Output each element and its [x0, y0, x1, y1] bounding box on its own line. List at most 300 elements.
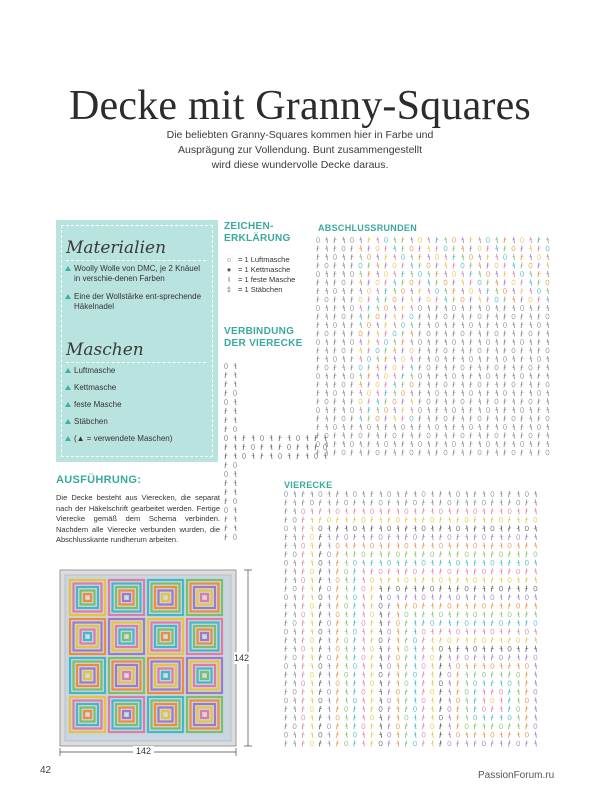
stitch-mark	[388, 595, 391, 600]
stitch-mark	[439, 663, 442, 669]
stitch-mark	[500, 508, 503, 514]
stitch-mark	[370, 543, 373, 548]
stitch-mark	[302, 568, 305, 574]
stitch-mark	[517, 732, 520, 738]
stitch-mark	[252, 453, 255, 459]
stitch-mark	[512, 339, 515, 345]
stitch-mark	[546, 441, 549, 447]
stitch-mark	[444, 399, 447, 405]
stitch-mark	[482, 723, 485, 729]
stitch-mark	[362, 689, 365, 694]
stitch-mark	[367, 255, 370, 260]
stitch-mark	[359, 450, 362, 456]
stitch-mark	[503, 323, 506, 328]
stitch-mark	[376, 263, 379, 269]
stitch-mark	[487, 416, 490, 422]
stitch-mark	[336, 603, 339, 609]
stitch-mark	[379, 672, 382, 677]
stitch-mark	[414, 629, 417, 635]
stitch-mark	[414, 543, 417, 549]
stitch-mark	[461, 390, 464, 396]
stitch-mark	[504, 339, 507, 345]
stitch-mark	[351, 365, 354, 371]
stitch-mark	[370, 612, 373, 617]
stitch-mark	[439, 715, 442, 720]
stitch-mark	[293, 637, 296, 643]
stitch-mark	[474, 646, 477, 651]
stitch-mark	[457, 577, 460, 583]
stitch-mark	[310, 663, 313, 669]
stitch-mark	[521, 280, 524, 286]
stitch-mark	[242, 454, 245, 459]
stitch-mark	[234, 525, 237, 531]
stitch-mark	[457, 500, 460, 506]
stitch-mark	[362, 525, 365, 531]
stitch-mark	[444, 288, 447, 294]
stitch-mark	[525, 526, 528, 531]
stitch-mark	[439, 637, 442, 643]
stitch-mark	[525, 492, 528, 497]
stitch-mark	[478, 288, 481, 294]
stitch-mark	[405, 491, 408, 497]
stitch-mark	[362, 672, 365, 678]
stitch-mark	[302, 663, 305, 669]
stitch-mark	[336, 500, 339, 506]
stitch-mark	[495, 271, 498, 277]
stitch-mark	[500, 740, 503, 746]
stitch-mark	[534, 568, 537, 574]
stitch-mark	[388, 680, 391, 686]
stitch-mark	[388, 492, 391, 497]
stitch-item: feste Masche	[64, 400, 206, 410]
stitch-mark	[504, 407, 507, 413]
stitch-mark	[538, 416, 541, 422]
stitch-mark	[436, 348, 439, 354]
stitch-mark	[414, 586, 417, 592]
stitch-mark	[376, 322, 379, 328]
stitch-mark	[385, 280, 388, 286]
stitch-mark	[359, 356, 362, 362]
stitch-mark	[436, 382, 439, 388]
stitch-mark	[435, 425, 438, 430]
stitch-mark	[419, 356, 422, 362]
stitch-mark	[427, 399, 430, 404]
stitch-mark	[302, 646, 305, 651]
stitch-mark	[491, 595, 494, 600]
stitch-mark	[393, 246, 396, 252]
stitch-mark	[293, 603, 296, 609]
stitch-mark	[243, 435, 246, 441]
stitch-mark	[469, 425, 472, 430]
stitch-mark	[393, 271, 396, 277]
stitch-mark	[500, 577, 503, 583]
stitch-mark	[431, 500, 434, 506]
stitch-mark	[327, 586, 330, 591]
stitch-mark	[379, 629, 382, 635]
stitch-mark	[401, 357, 404, 362]
stitch-mark	[396, 594, 399, 600]
stitch-mark	[439, 578, 442, 583]
stitch-mark	[508, 740, 511, 746]
stitch-mark	[512, 246, 515, 251]
stitch-mark	[465, 672, 468, 678]
stitch-mark	[376, 441, 379, 447]
stitch-mark	[342, 322, 345, 328]
stitch-mark	[353, 526, 356, 531]
stitch-mark	[465, 697, 468, 703]
stitch-mark	[297, 453, 300, 459]
stitch-mark	[405, 525, 408, 531]
stitch-mark	[478, 339, 481, 345]
stitch-mark	[333, 255, 336, 260]
stitch-mark	[350, 272, 353, 277]
stitch-mark	[388, 629, 391, 634]
stitch-mark	[384, 306, 387, 311]
stitch-mark	[508, 706, 511, 712]
stitch-mark	[546, 450, 549, 455]
stitch-mark	[388, 732, 391, 737]
stitch-mark	[521, 356, 524, 362]
stitch-mark	[495, 263, 498, 268]
stitch-mark	[478, 365, 481, 371]
stitch-mark	[478, 382, 481, 387]
stitch-mark	[371, 620, 374, 626]
stitch-mark	[469, 255, 472, 260]
stitch-mark	[414, 732, 417, 738]
stitch-mark	[465, 491, 468, 497]
stitch-mark	[385, 297, 388, 303]
stitch-mark	[546, 271, 549, 277]
stitch-mark	[431, 517, 434, 522]
stitch-mark	[284, 492, 287, 497]
stitch-mark	[405, 629, 408, 635]
stitch-mark	[482, 663, 485, 669]
stitch-mark	[310, 654, 313, 660]
stitch-mark	[342, 407, 345, 413]
stitch-mark	[452, 442, 455, 447]
stitch-mark	[233, 463, 236, 468]
stitch-mark	[474, 620, 477, 626]
stitch-mark	[521, 246, 524, 252]
stitch-mark	[495, 305, 498, 311]
stitch-mark	[500, 706, 503, 712]
stitch-mark	[293, 517, 296, 522]
stitch-mark	[285, 723, 288, 729]
stitch-mark	[336, 629, 339, 635]
stitch-mark	[319, 732, 322, 737]
stitch-mark	[474, 697, 477, 703]
stitch-mark	[317, 246, 320, 252]
stitch-mark	[474, 551, 477, 557]
stitch-mark	[284, 664, 287, 669]
stitch-mark	[405, 586, 408, 592]
stitch-mark	[376, 450, 379, 455]
stitch-mark	[345, 586, 348, 592]
stitch-mark	[287, 445, 290, 450]
stitch-mark	[396, 732, 399, 738]
stitch-mark	[353, 560, 356, 565]
stitch-mark	[546, 433, 549, 439]
stitch-mark	[457, 637, 460, 643]
stitch-mark	[388, 740, 391, 746]
stitch-mark	[302, 500, 305, 506]
stitch-mark	[342, 271, 345, 277]
stitch-mark	[317, 331, 320, 337]
stitch-mark	[285, 543, 288, 549]
stitch-mark	[500, 663, 503, 669]
stitch-mark	[410, 305, 413, 311]
stitch-mark	[302, 715, 305, 720]
stitch-mark	[517, 672, 520, 677]
stitch-mark	[456, 732, 459, 737]
squares-heading: VIERECKE	[284, 480, 333, 490]
stitch-mark	[362, 680, 365, 686]
stitch-mark	[293, 740, 296, 746]
stitch-mark	[517, 629, 520, 635]
stitch-mark	[388, 723, 391, 729]
stitch-mark	[345, 715, 348, 721]
stitch-mark	[525, 646, 528, 652]
stitch-mark	[353, 577, 356, 583]
stitch-mark	[362, 621, 365, 626]
stitch-mark	[422, 560, 425, 565]
stitch-mark	[469, 391, 472, 396]
stitch-mark	[465, 568, 468, 574]
stitch-mark	[410, 280, 413, 285]
stitch-mark	[371, 500, 374, 506]
stitch-mark	[410, 416, 413, 421]
stitch-mark	[371, 697, 374, 703]
stitch-mark	[529, 399, 532, 404]
stitch-mark	[334, 263, 337, 269]
stitch-mark	[319, 603, 322, 609]
stitch-mark	[448, 620, 451, 626]
stitch-mark	[422, 508, 425, 514]
stitch-mark	[224, 436, 227, 441]
stitch-mark	[487, 254, 490, 260]
stitch-mark	[538, 271, 541, 277]
stitch-mark	[402, 416, 405, 422]
stitch-mark	[367, 289, 370, 294]
stitch-mark	[362, 603, 365, 609]
stitch-mark	[368, 365, 371, 371]
stitch-mark	[285, 551, 288, 557]
stitch-mark	[414, 697, 417, 703]
stitch-mark	[474, 500, 477, 506]
stitch-mark	[325, 314, 328, 320]
stitch-mark	[478, 314, 481, 319]
stitch-mark	[336, 578, 339, 583]
stitch-mark	[546, 356, 549, 362]
stitch-mark	[359, 314, 362, 320]
stitch-mark	[384, 408, 387, 413]
stitch-mark	[465, 552, 468, 557]
stitch-mark	[362, 629, 365, 635]
stitch-mark	[534, 603, 537, 609]
page-number: 42	[40, 765, 52, 776]
stitch-mark	[396, 611, 399, 617]
stitch-mark	[422, 492, 425, 497]
stitch-mark	[302, 509, 305, 514]
stitch-mark	[444, 441, 447, 447]
stitch-mark	[486, 306, 489, 311]
stitch-mark	[342, 450, 345, 455]
stitch-mark	[359, 390, 362, 396]
stitch-mark	[500, 611, 503, 617]
stitch-mark	[504, 331, 507, 337]
stitch-mark	[414, 689, 417, 695]
stitch-mark	[427, 382, 430, 388]
stitch-mark	[444, 416, 447, 421]
stitch-mark	[478, 407, 481, 413]
stitch-mark	[319, 508, 322, 514]
stitch-mark	[482, 672, 485, 677]
stitch-mark	[457, 680, 460, 686]
stitch-mark	[334, 305, 337, 311]
stitch-mark	[517, 603, 520, 608]
stitch-mark	[457, 723, 460, 729]
stitch-mark	[427, 314, 430, 320]
legend-item	[224, 265, 295, 275]
stitch-mark	[393, 339, 396, 345]
stitch-mark	[418, 340, 421, 345]
stitch-mark	[427, 407, 430, 413]
stitch-mark	[371, 629, 374, 635]
stitch-mark	[379, 525, 382, 531]
stitch-mark	[317, 297, 320, 303]
stitch-mark	[345, 697, 348, 703]
stitch-mark	[419, 348, 422, 354]
stitch-mark	[233, 499, 236, 504]
stitch-mark	[384, 374, 387, 379]
stitch-mark	[388, 672, 391, 678]
stitch-mark	[517, 715, 520, 721]
stitch-mark	[529, 433, 532, 438]
stitch-mark	[461, 382, 464, 388]
stitch-mark	[444, 263, 447, 269]
stitch-mark	[529, 314, 532, 320]
stitch-mark	[362, 706, 365, 712]
stitch-mark	[351, 314, 354, 320]
materials-box	[56, 220, 218, 462]
stitch-mark	[370, 715, 373, 720]
stitch-mark	[413, 569, 416, 574]
stitch-mark	[234, 435, 237, 441]
stitch-mark	[325, 254, 328, 260]
stitch-mark	[500, 715, 503, 721]
stitch-mark	[410, 348, 413, 353]
stitch-mark	[521, 331, 524, 337]
stitch-mark	[336, 681, 339, 686]
stitch-mark	[388, 654, 391, 660]
stitch-mark	[525, 740, 528, 746]
stitch-mark	[285, 611, 288, 617]
stitch-mark	[342, 373, 345, 379]
stitch-mark	[351, 322, 354, 328]
stitch-mark	[293, 577, 296, 583]
stitch-mark	[520, 306, 523, 311]
stitch-mark	[388, 577, 391, 583]
stitch-mark	[508, 697, 511, 703]
stitch-mark	[422, 620, 425, 626]
stitch-mark	[233, 391, 236, 396]
stitch-mark	[439, 740, 442, 746]
stitch-mark	[376, 331, 379, 337]
stitch-mark	[302, 560, 305, 566]
stitch-mark	[251, 445, 254, 450]
stitch-mark	[439, 681, 442, 686]
stitch-mark	[534, 560, 537, 566]
stitch-mark	[285, 715, 288, 721]
stitch-mark	[405, 689, 408, 695]
stitch-mark	[310, 586, 313, 592]
stitch-mark	[517, 594, 520, 600]
stitch-mark	[345, 723, 348, 729]
stitch-mark	[448, 638, 451, 643]
stitch-mark	[474, 517, 477, 523]
stitch-mark	[538, 348, 541, 354]
stitch-mark	[396, 646, 399, 652]
stitch-mark	[546, 365, 549, 371]
stitch-mark	[351, 348, 354, 354]
stitch-mark	[546, 254, 549, 260]
stitch-mark	[512, 237, 515, 243]
stitch-mark	[342, 382, 345, 387]
stitch-mark	[310, 560, 313, 566]
stitch-mark	[461, 348, 464, 354]
instructions-heading: AUSFÜHRUNG:	[56, 474, 142, 486]
stitch-mark	[388, 611, 391, 617]
stitch-mark	[396, 706, 399, 712]
stitch-mark	[474, 560, 477, 566]
stitch-mark	[225, 516, 228, 522]
stitch-mark	[393, 433, 396, 438]
stitch-mark	[402, 450, 405, 456]
stitch-mark	[310, 620, 313, 626]
stitch-mark	[401, 289, 404, 294]
stitch-mark	[491, 689, 494, 695]
stitch-mark	[319, 543, 322, 549]
stitch-mark	[393, 390, 396, 396]
stitch-mark	[353, 500, 356, 506]
stitch-mark	[525, 629, 528, 634]
stitch-mark	[419, 254, 422, 260]
stitch-mark	[345, 525, 348, 531]
stitch-mark	[376, 399, 379, 405]
stitch-mark	[499, 724, 502, 729]
stitch-mark	[461, 441, 464, 447]
legend-list	[224, 255, 295, 295]
stitch-mark	[422, 603, 425, 609]
stitch-mark	[453, 450, 456, 456]
stitch-mark	[453, 263, 456, 269]
stitch-mark	[302, 612, 305, 617]
stitch-mark	[418, 374, 421, 379]
stitch-mark	[439, 672, 442, 678]
stitch-mark	[362, 715, 365, 721]
stitch-mark	[427, 297, 430, 302]
stitch-mark	[336, 646, 339, 651]
stitch-mark	[327, 621, 330, 626]
stitch-mark	[504, 441, 507, 447]
stitch-mark	[444, 433, 447, 439]
stitch-mark	[436, 263, 439, 269]
stitch-mark	[402, 399, 405, 405]
stitch-mark	[225, 408, 228, 414]
stitch-mark	[376, 390, 379, 396]
stitch-mark	[385, 356, 388, 362]
stitch-mark	[456, 560, 459, 565]
